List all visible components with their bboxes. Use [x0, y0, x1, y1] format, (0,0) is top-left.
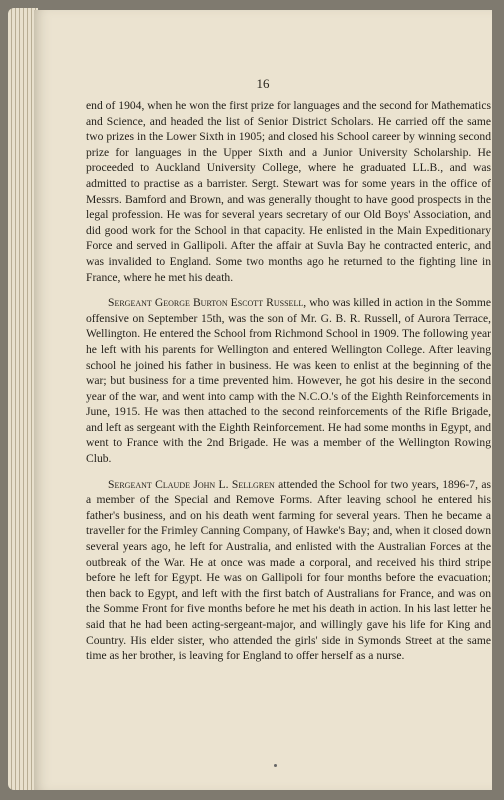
page-mark [274, 764, 277, 767]
page-body-text [86, 98, 491, 674]
page-number: 16 [256, 76, 270, 91]
soldier-name: Sergeant George Burton Escott Russell, [108, 296, 307, 310]
soldier-name: Sergeant Claude John L. Sellgren [108, 477, 275, 491]
paragraph-text: attended the School for two years, 1896-7, as a member of the Special and Remove Forms. After leaving school he entered his father's business, and on his death went farming for several years. Then he became a traveller for the Frimley Canning Company, of Hawke's Bay; and, when it closed down several years ago, he left for Australia, and enlisted with the Australian Forces at the outbreak of the War. He at once was made a corporal, and received his third stripe before he left for Egypt. He was on Gallipoli for four months before the evacuation; then back to Egypt, and left with the first batch of Australians for France, and was on the Somme Front for five months before he met his death in action. In his last letter he said that he had been acting-sergeant-major, and willingly gave his life for King and Country. His elder sister, who attended the girls' side in Symonds Street at the same time as her brother, is leaving for England to offer herself as a nurse. [86, 477, 491, 663]
paragraph-text: end of 1904, when he won the first prize for languages and the second for Mathematics and Science, and headed the list of Senior District Scholars. He carried off the same two prizes in the Lower Sixth in 1905; and closed his School career by winning second prize for languages in the Upper Sixth and a Junior University Scholarship. He proceeded to Auckland University College, where he graduated LL.B., and was admitted to practise as a barrister. Sergt. Stewart was for some years in the office of Messrs. Bamford and Brown, and was generally thought to have good prospects in the legal profession. He was for several years secretary of our Old Boys' Association, and did good work for the School in that capacity. He enlisted in the Main Expeditionary Force and served in Gallipoli. After the affair at Suvla Bay he contracted enteric, and was invalided to England. Some two months ago he returned to the fighting line in France, where he met his death. [86, 99, 491, 284]
paragraph-text: who was killed in action in the Somme offensive on September 15th, was the son of Mr. G. B. R. Russell, of Aurora Terrace, Wellington. He entered the School from Richmond School in 1909. The following year he left with his parents for Wellington and entered Wellington College. After leaving school he joined his father in business. He was keen to enlist at the beginning of the war; but business for a time prevented him. However, he got his desire in the second year of the war, and went into camp with the N.C.O.'s of the Eighth Reinforcements in June, 1915. He was then attached to the second reinforcements of the Rifle Brigade, and left as sergeant with the Eighth Reinforcement. He had some months in Egypt, and went to France with the 2nd Brigade. He was a member of the Wellington Rowing Club. [86, 296, 491, 466]
paragraph-sellgren [86, 477, 491, 664]
paragraph-stewart-continued [86, 98, 491, 285]
paragraph-russell [86, 295, 491, 467]
